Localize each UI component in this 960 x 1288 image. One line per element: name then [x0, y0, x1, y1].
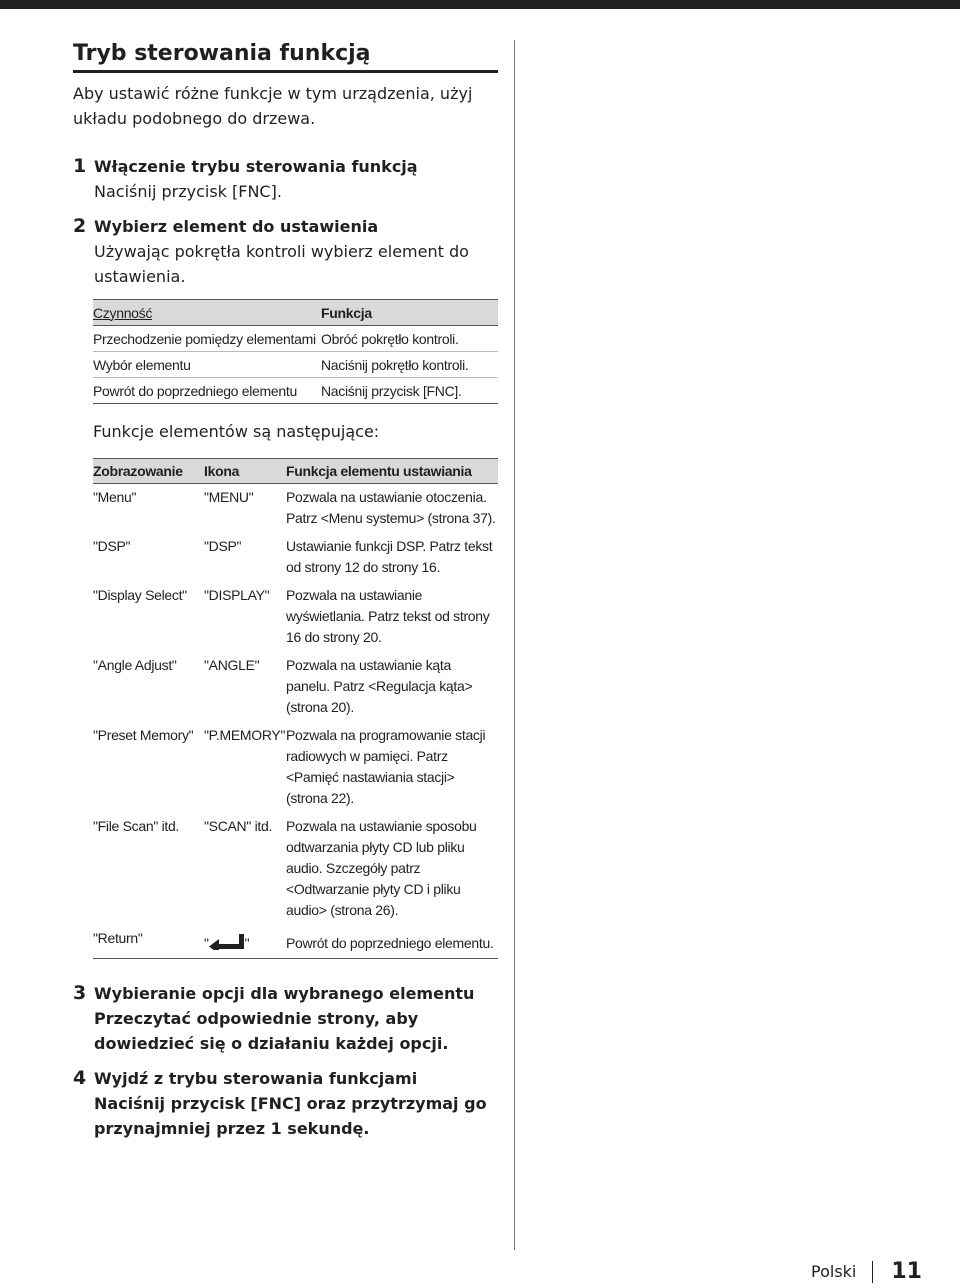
table-row-return — [93, 925, 498, 959]
column-header: Ikona — [204, 459, 286, 484]
step-number: 2 — [73, 215, 87, 237]
items-table — [93, 458, 498, 959]
table-cell: "DSP" — [204, 538, 242, 554]
table-row — [93, 378, 498, 404]
table-cell: Powrót do poprzedniego elementu. — [286, 925, 498, 959]
step-number: 1 — [73, 155, 87, 177]
intro-text: Aby ustawić różne funkcje w tym urządzenia, użyj układu podobnego do drzewa. — [73, 84, 473, 128]
table-cell: Obróć pokrętło kontroli. — [321, 326, 498, 352]
quote-open: " — [204, 935, 209, 951]
table-row — [93, 722, 498, 813]
table-cell: "Menu" — [93, 489, 137, 505]
step-body: Używając pokrętła kontroli wybierz element do ustawienia. — [94, 242, 469, 286]
step-title: Włączenie trybu sterowania funkcją — [94, 157, 418, 176]
table-cell: Ustawianie funkcji DSP. Patrz tekst od strony 12 do strony 16. — [286, 538, 493, 575]
column-divider — [514, 40, 515, 1250]
step-title: Wybieranie opcji dla wybranego elementu — [94, 984, 475, 1003]
step-number: 3 — [73, 982, 87, 1004]
table-row — [93, 326, 498, 352]
table-cell: Pozwala na programowanie stacji radiowych w pamięci. Patrz <Pamięć nastawiania stacji> (strona 22). — [286, 727, 486, 806]
items-heading: Funkcje elementów są następujące: — [93, 422, 380, 441]
table-cell: Powrót do poprzedniego elementu — [93, 378, 321, 404]
step-4 — [73, 1066, 498, 1141]
step-number: 4 — [73, 1067, 87, 1089]
step-3 — [73, 981, 498, 1056]
step-title: Wybierz element do ustawienia — [94, 217, 379, 236]
table-cell: "SCAN" itd. — [204, 818, 273, 834]
table-cell: Pozwala na ustawianie otoczenia. Patrz <Menu systemu> (strona 37). — [286, 489, 496, 526]
step-body: Naciśnij przycisk [FNC]. — [94, 182, 282, 201]
table-cell: Pozwala na ustawianie sposobu odtwarzania płyty CD lub pliku audio. Szczegóły patrz <Odtwarzanie płyty CD i pliku audio> (strona 26). — [286, 818, 477, 918]
table-cell: "File Scan" itd. — [93, 818, 180, 834]
table-row — [93, 813, 498, 925]
table-cell: "Preset Memory" — [93, 727, 194, 743]
page-footer — [811, 1259, 922, 1284]
table-cell: Przechodzenie pomiędzy elementami — [93, 326, 321, 352]
table-cell — [204, 925, 286, 959]
content-column — [73, 40, 498, 1141]
table-cell: "MENU" — [204, 489, 254, 505]
top-rule — [0, 0, 960, 9]
column-header: Funkcja elementu ustawiania — [286, 459, 498, 484]
footer-language: Polski — [811, 1262, 857, 1281]
table-cell: "Display Select" — [93, 587, 187, 603]
step-1 — [73, 154, 498, 204]
table-cell: Naciśnij przycisk [FNC]. — [321, 378, 498, 404]
table-cell: "P.MEMORY" — [204, 727, 286, 743]
return-arrow-icon — [209, 934, 245, 950]
table-row — [93, 652, 498, 722]
table-row — [93, 352, 498, 378]
table-row — [93, 582, 498, 652]
table-row — [93, 484, 498, 534]
footer-separator — [872, 1261, 873, 1283]
table-cell: Wybór elementu — [93, 352, 321, 378]
table-cell: Naciśnij pokrętło kontroli. — [321, 352, 498, 378]
table-cell: Pozwala na ustawianie wyświetlania. Patrz tekst od strony 16 do strony 20. — [286, 587, 490, 645]
table-cell: "DSP" — [93, 538, 131, 554]
step-title: Wyjdź z trybu sterowania funkcjami — [94, 1069, 418, 1088]
table-cell: "DISPLAY" — [204, 587, 270, 603]
table-cell: "Return" — [93, 925, 204, 959]
table-cell: Pozwala na ustawianie kąta panelu. Patrz <Regulacja kąta> (strona 20). — [286, 657, 473, 715]
page-title: Tryb sterowania funkcją — [73, 40, 498, 73]
operations-table — [93, 299, 498, 404]
page-number: 11 — [891, 1259, 922, 1284]
table-row — [93, 533, 498, 582]
step-body: Przeczytać odpowiednie strony, aby dowiedzieć się o działaniu każdej opcji. — [94, 1009, 449, 1053]
column-header: Czynność — [93, 300, 321, 326]
quote-close: " — [244, 935, 250, 951]
step-2 — [73, 214, 498, 289]
step-body: Naciśnij przycisk [FNC] oraz przytrzymaj go przynajmniej przez 1 sekundę. — [94, 1094, 487, 1138]
table-cell: "Angle Adjust" — [93, 657, 177, 673]
table-cell: "ANGLE" — [204, 657, 260, 673]
column-header: Zobrazowanie — [93, 459, 204, 484]
column-header: Funkcja — [321, 300, 498, 326]
